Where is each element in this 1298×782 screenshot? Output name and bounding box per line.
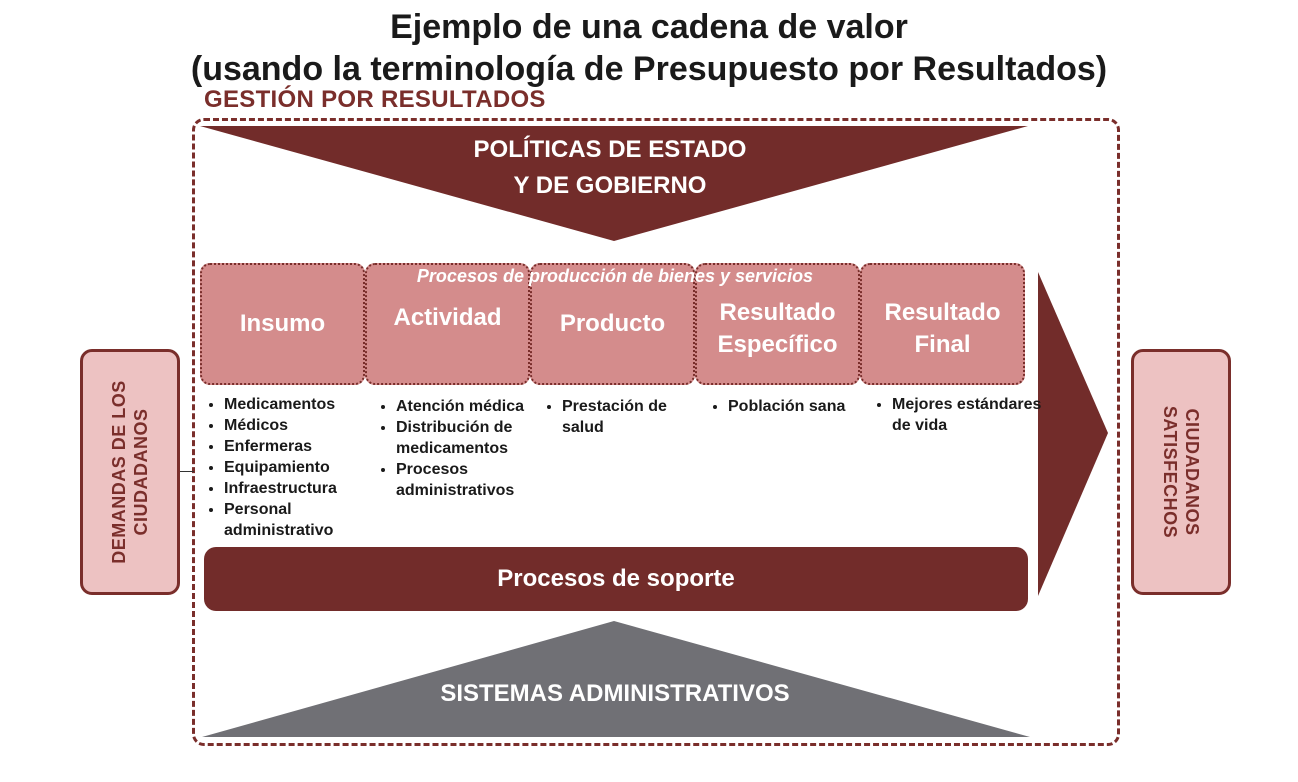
sistemas-label: SISTEMAS ADMINISTRATIVOS — [440, 680, 790, 707]
ciudadanos-box — [1131, 349, 1231, 595]
resultado-especifico-list — [704, 396, 848, 417]
list-item: • Equipamiento — [224, 457, 389, 478]
stage-insumo — [200, 263, 365, 385]
insumo-list — [200, 394, 389, 541]
ciudadanos-label: CIUDADANOS SATISFECHOS — [1160, 405, 1202, 539]
list-item: • Atención médica — [396, 396, 554, 417]
demandas-box — [80, 349, 180, 595]
list-item: • Infraestructura — [224, 478, 389, 499]
actividad-list — [372, 396, 554, 501]
politicas-line-1: POLÍTICAS DE ESTADO — [473, 136, 747, 163]
connector-line — [180, 471, 194, 472]
title-line-2: (usando la terminología de Presupuesto por Resultados) — [190, 50, 1108, 88]
list-item: • Procesos administrativos — [396, 459, 554, 501]
procesos-soporte-label: Procesos de soporte — [497, 565, 735, 592]
list-item: • Personal administrativo — [224, 499, 389, 541]
stage-label: Producto — [559, 310, 666, 337]
list-item: • Población sana — [728, 396, 848, 417]
stage-resultado-final — [860, 263, 1025, 385]
sistemas-triangle — [202, 621, 1030, 737]
list-item: • Medicamentos — [224, 394, 389, 415]
list-item: • Distribución de medicamentos — [396, 417, 554, 459]
list-item: • Prestación de salud — [562, 396, 712, 438]
stage-label: Resultado Final — [884, 299, 1001, 358]
resultado-final-list — [868, 394, 1042, 436]
list-item: • Enfermeras — [224, 436, 389, 457]
politicas-label — [380, 132, 840, 204]
politicas-line-2: Y DE GOBIERNO — [513, 172, 707, 199]
list-item: • Médicos — [224, 415, 389, 436]
value-chain-arrow — [1038, 272, 1108, 596]
list-item: • Mejores estándares de vida — [892, 394, 1042, 436]
stage-label: Actividad — [393, 304, 502, 331]
producto-list — [538, 396, 712, 438]
stage-label: Insumo — [239, 310, 326, 337]
title-line-1: Ejemplo de una cadena de valor — [390, 8, 908, 46]
procesos-soporte-bar — [204, 547, 1028, 611]
demandas-label: DEMANDAS DE LOS CIUDADANOS — [109, 380, 151, 564]
gestion-label: GESTIÓN POR RESULTADOS — [204, 86, 546, 113]
stage-label: Resultado Específico — [717, 299, 838, 358]
procesos-produccion-label: Procesos de producción de bienes y servicios — [416, 266, 814, 286]
